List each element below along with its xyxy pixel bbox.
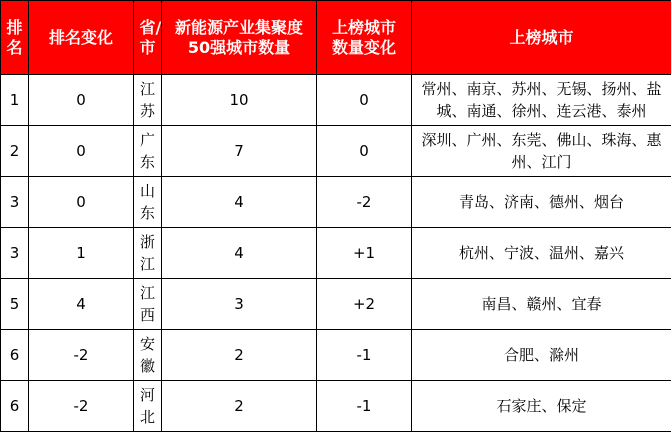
cell-cities: 常州、南京、苏州、无锡、扬州、盐城、南通、徐州、连云港、泰州 bbox=[412, 75, 671, 126]
cell-rank-change: -2 bbox=[29, 381, 134, 432]
cell-province: 广东 bbox=[134, 126, 162, 177]
cell-province: 安徽 bbox=[134, 330, 162, 381]
cell-count-change: 0 bbox=[317, 126, 412, 177]
table-row bbox=[1, 177, 671, 228]
cell-count: 7 bbox=[162, 126, 317, 177]
cell-cities: 石家庄、保定 bbox=[412, 381, 671, 432]
header-count-change: 上榜城市数量变化 bbox=[317, 1, 412, 75]
cell-cities: 合肥、滁州 bbox=[412, 330, 671, 381]
cell-rank: 6 bbox=[1, 330, 29, 381]
cell-count-change: -1 bbox=[317, 330, 412, 381]
cell-cities: 青岛、济南、德州、烟台 bbox=[412, 177, 671, 228]
cell-count: 2 bbox=[162, 330, 317, 381]
cell-rank: 1 bbox=[1, 75, 29, 126]
cell-rank: 5 bbox=[1, 279, 29, 330]
cell-count: 4 bbox=[162, 228, 317, 279]
cell-count: 2 bbox=[162, 381, 317, 432]
cell-count-change: -1 bbox=[317, 381, 412, 432]
cell-count-change: -2 bbox=[317, 177, 412, 228]
cell-rank-change: 1 bbox=[29, 228, 134, 279]
cell-count: 3 bbox=[162, 279, 317, 330]
header-cities: 上榜城市 bbox=[412, 1, 671, 75]
table-row bbox=[1, 330, 671, 381]
cell-province: 江苏 bbox=[134, 75, 162, 126]
cell-cities: 深圳、广州、东莞、佛山、珠海、惠州、江门 bbox=[412, 126, 671, 177]
cell-rank-change: -2 bbox=[29, 330, 134, 381]
header-city-count: 新能源产业集聚度50强城市数量 bbox=[162, 1, 317, 75]
cell-count: 10 bbox=[162, 75, 317, 126]
cell-province: 山东 bbox=[134, 177, 162, 228]
header-rank: 排名 bbox=[1, 1, 29, 75]
cell-rank-change: 4 bbox=[29, 279, 134, 330]
cell-count-change: +1 bbox=[317, 228, 412, 279]
cell-cities: 南昌、赣州、宜春 bbox=[412, 279, 671, 330]
cell-rank-change: 0 bbox=[29, 75, 134, 126]
header-province: 省/市 bbox=[134, 1, 162, 75]
table-row bbox=[1, 279, 671, 330]
cell-rank-change: 0 bbox=[29, 177, 134, 228]
cell-province: 江西 bbox=[134, 279, 162, 330]
header-rank-change: 排名变化 bbox=[29, 1, 134, 75]
cell-province: 浙江 bbox=[134, 228, 162, 279]
table-row bbox=[1, 381, 671, 432]
cell-rank: 2 bbox=[1, 126, 29, 177]
cell-rank-change: 0 bbox=[29, 126, 134, 177]
cell-rank: 3 bbox=[1, 228, 29, 279]
table-row bbox=[1, 126, 671, 177]
cell-rank: 6 bbox=[1, 381, 29, 432]
table-row bbox=[1, 228, 671, 279]
cell-rank: 3 bbox=[1, 177, 29, 228]
cell-cities: 杭州、宁波、温州、嘉兴 bbox=[412, 228, 671, 279]
cell-count-change: +2 bbox=[317, 279, 412, 330]
cell-count-change: 0 bbox=[317, 75, 412, 126]
table-row bbox=[1, 75, 671, 126]
cell-province: 河北 bbox=[134, 381, 162, 432]
cell-count: 4 bbox=[162, 177, 317, 228]
header-row bbox=[1, 1, 671, 75]
